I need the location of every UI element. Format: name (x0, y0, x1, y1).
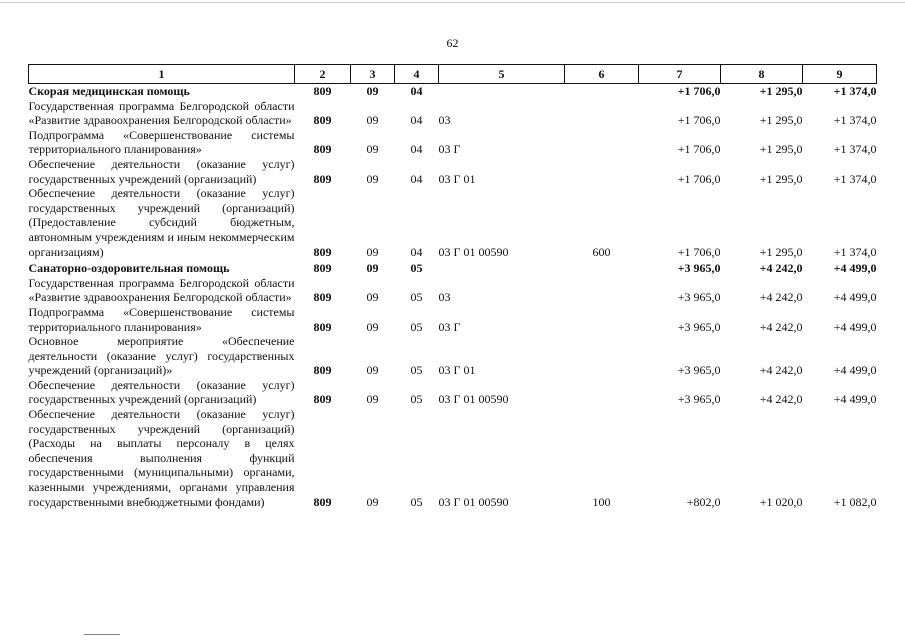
cell-value-2020: +1 295,0 (759, 113, 803, 128)
cell-code: 03 Г 01 00590 (438, 244, 509, 259)
cell-c4: 04 (410, 113, 423, 128)
table-row (29, 99, 877, 128)
cell-value-2019: +3 965,0 (677, 319, 721, 334)
column-header: 5 (439, 65, 565, 84)
cell-type (565, 259, 639, 276)
cell-value-2020: +1 295,0 (759, 142, 803, 157)
row-name: Обеспечение деятельности (оказание услуг) государственных учреждений (организаций) (Расходы на выплаты персоналу в целях обеспечения выполнения функций государственными (муниципальными) органами, казенными учреждениями, органами управления государственными внебюджетными фондами) (28, 407, 295, 509)
table-body (29, 84, 877, 510)
table-row (29, 305, 877, 334)
cell-c2: 809 (313, 494, 332, 509)
cell-c2: 809 (313, 113, 332, 128)
cell-type: 600 (592, 244, 611, 259)
cell-code: 03 Г 01 (438, 363, 476, 378)
cell-value-2020: +1 020,0 (759, 494, 803, 509)
cell-c4: 04 (410, 171, 423, 186)
cell-c3: 09 (366, 261, 379, 276)
column-header: 8 (721, 65, 803, 84)
cell-value-2019: +3 965,0 (677, 290, 721, 305)
table-row (29, 128, 877, 157)
cell-code: 03 Г (438, 319, 461, 334)
footer-mark (84, 634, 120, 635)
row-name: Государственная программа Белгородской области «Развитие здравоохранения Белгородской области» (28, 275, 295, 305)
row-name: Санаторно-оздоровительная помощь (28, 261, 230, 276)
row-name: Скорая медицинская помощь (28, 84, 190, 98)
cell-c4: 05 (410, 290, 423, 305)
cell-c2: 809 (313, 142, 332, 157)
cell-c3: 09 (366, 142, 379, 157)
budget-table (28, 64, 877, 509)
cell-c4: 05 (410, 392, 423, 407)
cell-value-2020: +4 242,0 (759, 290, 803, 305)
cell-type (565, 334, 639, 378)
cell-type (565, 276, 639, 305)
cell-value-2020: +4 242,0 (759, 319, 803, 334)
table-row (29, 84, 877, 99)
cell-type: 100 (592, 494, 611, 509)
column-header: 4 (395, 65, 439, 84)
column-header: 3 (351, 65, 395, 84)
cell-value-2020: +1 295,0 (759, 244, 803, 259)
table-row (29, 186, 877, 259)
cell-c3: 09 (366, 363, 379, 378)
table-row (29, 276, 877, 305)
cell-value-2019: +1 706,0 (677, 113, 721, 128)
cell-c2: 809 (313, 363, 332, 378)
cell-c3: 09 (366, 113, 379, 128)
column-header: 1 (29, 65, 295, 84)
column-header: 6 (565, 65, 639, 84)
cell-type (565, 128, 639, 157)
cell-value-2021: +4 499,0 (833, 261, 877, 276)
cell-c3: 09 (366, 494, 379, 509)
cell-c3: 09 (366, 84, 379, 98)
cell-value-2019: +802,0 (686, 494, 721, 509)
cell-value-2021: +1 374,0 (833, 113, 877, 128)
cell-code: 03 (438, 113, 451, 128)
table-row (29, 378, 877, 407)
cell-value-2020: +1 295,0 (759, 171, 803, 186)
cell-c3: 09 (366, 290, 379, 305)
cell-value-2021: +1 374,0 (833, 171, 877, 186)
cell-value-2019: +1 706,0 (677, 244, 721, 259)
cell-value-2021: +4 499,0 (833, 363, 877, 378)
row-name: Обеспечение деятельности (оказание услуг) государственных учреждений (организаций) (Предоставление субсидий бюджетным, автономным учреждениям и иным некоммерческим организациям) (28, 186, 295, 259)
cell-value-2021: +1 374,0 (833, 142, 877, 157)
row-name: Обеспечение деятельности (оказание услуг) государственных учреждений (организаций) (28, 156, 295, 186)
cell-value-2019: +1 706,0 (677, 84, 721, 98)
row-name: Обеспечение деятельности (оказание услуг) государственных учреждений (организаций) (28, 377, 295, 407)
column-header: 2 (295, 65, 351, 84)
cell-c4: 04 (410, 244, 423, 259)
table-row (29, 407, 877, 509)
cell-value-2019: +1 706,0 (677, 142, 721, 157)
cell-c4: 05 (410, 494, 423, 509)
column-header: 9 (803, 65, 877, 84)
cell-type (565, 305, 639, 334)
cell-value-2019: +3 965,0 (677, 261, 721, 276)
cell-c4: 04 (410, 142, 423, 157)
cell-value-2021: +4 499,0 (833, 319, 877, 334)
cell-c3: 09 (366, 319, 379, 334)
cell-c4: 04 (410, 84, 423, 98)
cell-c2: 809 (313, 290, 332, 305)
row-name: Подпрограмма «Совершенствование системы территориального планирования» (28, 127, 295, 157)
cell-type (565, 84, 639, 99)
table-row (29, 157, 877, 186)
cell-value-2019: +3 965,0 (677, 392, 721, 407)
cell-c2: 809 (313, 244, 332, 259)
top-border-line (0, 2, 905, 3)
cell-c3: 09 (366, 392, 379, 407)
row-name: Основное мероприятие «Обеспечение деятельности (оказание услуг) государственных учреждений (организаций)» (28, 334, 295, 378)
table-row (29, 259, 877, 276)
cell-value-2021: +4 499,0 (833, 290, 877, 305)
cell-c2: 809 (313, 171, 332, 186)
cell-c2: 809 (313, 84, 332, 98)
cell-value-2019: +3 965,0 (677, 363, 721, 378)
cell-code (439, 259, 565, 276)
page-number: 62 (446, 36, 459, 50)
cell-value-2019: +1 706,0 (677, 171, 721, 186)
cell-code: 03 Г 01 00590 (438, 392, 509, 407)
cell-value-2020: +4 242,0 (759, 363, 803, 378)
cell-c4: 05 (410, 319, 423, 334)
cell-code: 03 (438, 290, 451, 305)
cell-type (565, 378, 639, 407)
cell-code (439, 84, 565, 99)
cell-value-2020: +4 242,0 (759, 392, 803, 407)
column-header: 7 (639, 65, 721, 84)
table-row (29, 334, 877, 378)
cell-value-2021: +1 374,0 (833, 84, 877, 98)
cell-c3: 09 (366, 244, 379, 259)
cell-code: 03 Г 01 (438, 171, 476, 186)
cell-value-2020: +1 295,0 (759, 84, 803, 98)
cell-type (565, 99, 639, 128)
cell-c4: 05 (410, 261, 423, 276)
cell-value-2020: +4 242,0 (759, 261, 803, 276)
cell-code: 03 Г (438, 142, 461, 157)
cell-c4: 05 (410, 363, 423, 378)
cell-value-2021: +1 082,0 (833, 494, 877, 509)
cell-c2: 809 (313, 319, 332, 334)
header-row (29, 65, 877, 84)
cell-c2: 809 (313, 392, 332, 407)
row-name: Государственная программа Белгородской области «Развитие здравоохранения Белгородской области» (28, 98, 295, 128)
cell-c2: 809 (313, 261, 332, 276)
cell-value-2021: +4 499,0 (833, 392, 877, 407)
cell-code: 03 Г 01 00590 (438, 494, 509, 509)
cell-c3: 09 (366, 171, 379, 186)
cell-value-2021: +1 374,0 (833, 244, 877, 259)
cell-type (565, 157, 639, 186)
row-name: Подпрограмма «Совершенствование системы территориального планирования» (28, 304, 295, 334)
